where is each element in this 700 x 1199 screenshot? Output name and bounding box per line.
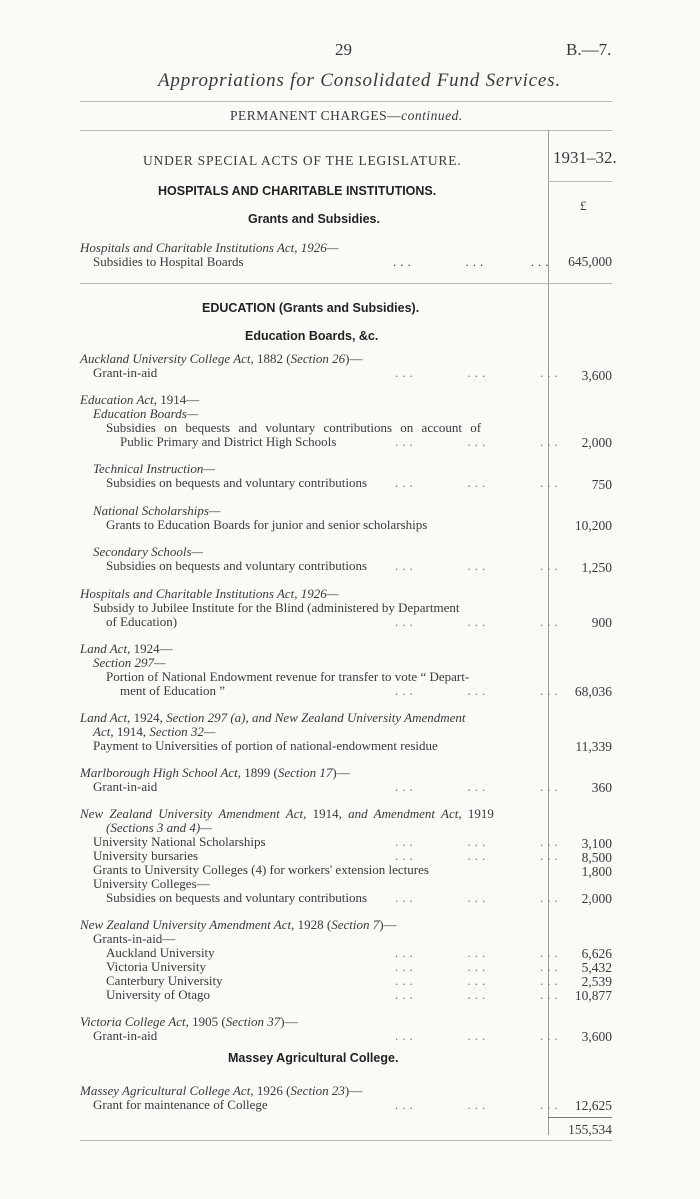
total-rule: [548, 1117, 612, 1118]
technical-instruction: Technical Instruction—: [93, 461, 215, 476]
land2-line2-act: Act: [93, 724, 111, 739]
land2-line1: [80, 711, 466, 725]
subtitle-continued: continued.: [401, 108, 463, 123]
land2-amount: 11,339: [575, 739, 612, 754]
marlborough-act-year: , 1899 (: [237, 765, 278, 780]
nzu28-item-1: Victoria University: [106, 959, 206, 974]
nzu28-amount-0: 6,626: [581, 946, 612, 961]
victoria-act: [80, 1015, 298, 1029]
land-line2: ment of Education ”: [120, 683, 226, 698]
national-scholarships-item: Grants to Education Boards for junior and senior scholarships: [106, 517, 428, 532]
leader-dots: ... ... ...: [395, 475, 562, 490]
land2-act-name: Land Act: [80, 710, 128, 725]
education-heading-bold: EDUCATION: [202, 301, 276, 315]
total-amount: 155,534: [568, 1122, 612, 1137]
nzu-act-name: New Zealand University Amendment Act: [80, 806, 304, 821]
nzu28-item-3: University of Otago: [106, 987, 210, 1002]
nzu-item-2: Grants to University Colleges (4) for workers' extension lectures: [93, 862, 429, 877]
massey-act-end: )—: [344, 1083, 363, 1098]
marlborough-act-name: Marlborough High School Act: [80, 765, 238, 780]
nzu-amendment-year: , 1919: [458, 806, 494, 821]
land2-line2-year: , 1914,: [110, 724, 150, 739]
leader-dots: ... ... ...: [395, 973, 562, 988]
nzu28-amount-1: 5,432: [581, 960, 612, 975]
national-scholarships-amount: 10,200: [574, 518, 612, 533]
hospitals-subheading: Grants and Subsidies.: [248, 212, 380, 226]
hospitals-item: Subsidies to Hospital Boards ... ... ...: [93, 254, 553, 269]
victoria-amount: 3,600: [581, 1029, 612, 1044]
leader-dots: ... ... ...: [395, 558, 562, 573]
nzu-colleges-amount: 2,000: [581, 891, 612, 906]
marlborough-act: [80, 766, 350, 780]
title-rule: [80, 101, 612, 102]
nzu-colleges-item: Subsidies on bequests and voluntary contributions: [106, 890, 368, 905]
nzu-act-line1: [80, 807, 494, 821]
education-act-name: Education Act: [80, 392, 154, 407]
nzu28-act-name: New Zealand University Amendment Act: [80, 917, 292, 932]
auckland-act-year: , 1882 (: [250, 351, 291, 366]
section-rule: [80, 283, 612, 284]
leader-dots: ... ... ...: [395, 890, 562, 905]
nzu-item-0: University National Scholarships: [93, 834, 266, 849]
education-heading: [202, 301, 419, 315]
land-line1: Portion of National Endowment revenue for transfer to vote “ Depart-: [106, 669, 470, 684]
page-reference: B.—7.: [566, 40, 612, 59]
nzu28-item-0: Auckland University: [106, 945, 215, 960]
land2-line2: [93, 725, 215, 739]
auckland-act-end: )—: [345, 351, 363, 366]
nzu-item-1: University bursaries: [93, 848, 199, 863]
land2-act-rest: Section 297 (a), and New Zealand University Amendment: [166, 710, 466, 725]
currency-symbol: £: [580, 198, 587, 213]
land-act: [80, 642, 173, 656]
hospitals-heading: HOSPITALS AND CHARITABLE INSTITUTIONS.: [158, 184, 437, 198]
education-subheading: Education Boards, &c.: [245, 329, 379, 343]
victoria-act-name: Victoria College Act: [80, 1014, 186, 1029]
national-scholarships: National Scholarships—: [93, 503, 221, 518]
marlborough-act-section: Section 17: [277, 765, 333, 780]
nzu-amount-1: 8,500: [581, 850, 612, 865]
victoria-act-section: Section 37: [225, 1014, 281, 1029]
leader-dots: ... ... ...: [395, 987, 562, 1002]
land-act-year: , 1924—: [127, 641, 173, 656]
subtitle-rule: [80, 130, 612, 131]
nzu-colleges: University Colleges—: [93, 876, 210, 891]
leader-dots: ... ... ...: [395, 434, 562, 449]
leader-dots: ... ... ...: [395, 834, 562, 849]
nzu28-grants: Grants-in-aid—: [93, 931, 176, 946]
education-heading-rest: (Grants and Subsidies).: [278, 301, 420, 315]
nzu28-act-section: Section 7: [331, 917, 380, 932]
year-rule: [548, 181, 612, 182]
leader-dots: ... ... ...: [395, 959, 562, 974]
page-number: 29: [335, 40, 352, 59]
massey-item: Grant for maintenance of College: [93, 1097, 268, 1112]
victoria-act-end: )—: [280, 1014, 298, 1029]
leader-dots: ... ... ...: [395, 1097, 562, 1112]
section-subtitle: [230, 108, 463, 124]
nzu28-act: [80, 918, 397, 932]
land2-act-year: , 1924,: [127, 710, 167, 725]
education-boards-line1: Subsidies on bequests and voluntary contributions on account of: [106, 420, 482, 435]
leader-dots: ... ... ...: [395, 365, 562, 380]
education-act: [80, 393, 199, 407]
marlborough-item: Grant-in-aid: [93, 779, 158, 794]
massey-act-section: Section 23: [290, 1083, 345, 1098]
leader-dots: ... ... ...: [395, 683, 562, 698]
nzu-amendment: and Amendment Act: [348, 806, 459, 821]
massey-amount: 12,625: [574, 1098, 612, 1113]
land2-item: Payment to Universities of portion of national-endowment residue: [93, 738, 438, 753]
technical-amount: 750: [591, 477, 612, 492]
hospitals-amount: 645,000: [568, 254, 612, 269]
leader-dots: ... ... ...: [395, 1028, 562, 1043]
secondary-schools: Secondary Schools—: [93, 544, 204, 559]
blind-amount: 900: [591, 615, 612, 630]
victoria-item: Grant-in-aid: [93, 1028, 158, 1043]
technical-item: Subsidies on bequests and voluntary contributions: [106, 475, 368, 490]
nzu28-amount-2: 2,539: [581, 974, 612, 989]
leader-dots: ... ... ...: [395, 848, 562, 863]
nzu-act-year: , 1914,: [303, 806, 349, 821]
massey-act: [80, 1084, 362, 1098]
nzu-act-line2: (Sections 3 and 4)—: [106, 820, 212, 835]
auckland-act: [80, 352, 362, 366]
leader-dots: ... ... ...: [395, 614, 562, 629]
secondary-item: Subsidies on bequests and voluntary contributions: [106, 558, 368, 573]
education-boards: Education Boards—: [93, 406, 199, 421]
education-act-year: , 1914—: [153, 392, 200, 407]
blind-line2: of Education): [106, 614, 178, 629]
nzu28-amount-3: 10,877: [574, 988, 612, 1003]
nzu-amount-2: 1,800: [581, 864, 612, 879]
auckland-act-section: Section 26: [290, 351, 346, 366]
leader-dots: ... ... ...: [395, 779, 562, 794]
massey-act-name: Massey Agricultural College Act: [80, 1083, 251, 1098]
hospitals-act-2: Hospitals and Charitable Institutions Act, 1926—: [80, 586, 339, 601]
auckland-act-name: Auckland University College Act: [80, 351, 251, 366]
nzu-amount-0: 3,100: [581, 836, 612, 851]
marlborough-amount: 360: [591, 780, 612, 795]
education-boards-line2: Public Primary and District High Schools: [120, 434, 337, 449]
year-heading: 1931–32.: [553, 148, 617, 167]
secondary-amount: 1,250: [581, 560, 612, 575]
land-act-name: Land Act: [80, 641, 128, 656]
blind-line1: Subsidy to Jubilee Institute for the Blind (administered by Department: [93, 600, 460, 615]
nzu28-act-end: )—: [379, 917, 397, 932]
page-title: Appropriations for Consolidated Fund Services.: [158, 70, 561, 91]
subtitle-main: PERMANENT CHARGES—: [230, 108, 402, 123]
massey-heading: Massey Agricultural College.: [228, 1051, 399, 1065]
authority-heading: UNDER SPECIAL ACTS OF THE LEGISLATURE.: [143, 153, 462, 168]
land-section: Section 297—: [93, 655, 166, 670]
auckland-item: Grant-in-aid: [93, 365, 158, 380]
land-amount: 68,036: [574, 684, 612, 699]
hospitals-act: Hospitals and Charitable Institutions Act, 1926—: [80, 240, 339, 255]
education-boards-amount: 2,000: [581, 435, 612, 450]
hospitals-item-label: Subsidies to Hospital Boards: [93, 254, 244, 269]
victoria-act-year: , 1905 (: [185, 1014, 226, 1029]
land2-line2-section: Section 32—: [149, 724, 216, 739]
leader-dots: ... ... ...: [395, 945, 562, 960]
nzu28-act-year: , 1928 (: [291, 917, 332, 932]
nzu28-item-2: Canterbury University: [106, 973, 223, 988]
massey-act-year: , 1926 (: [250, 1083, 291, 1098]
marlborough-act-end: )—: [332, 765, 350, 780]
auckland-amount: 3,600: [581, 368, 612, 383]
bottom-rule: [80, 1140, 612, 1141]
